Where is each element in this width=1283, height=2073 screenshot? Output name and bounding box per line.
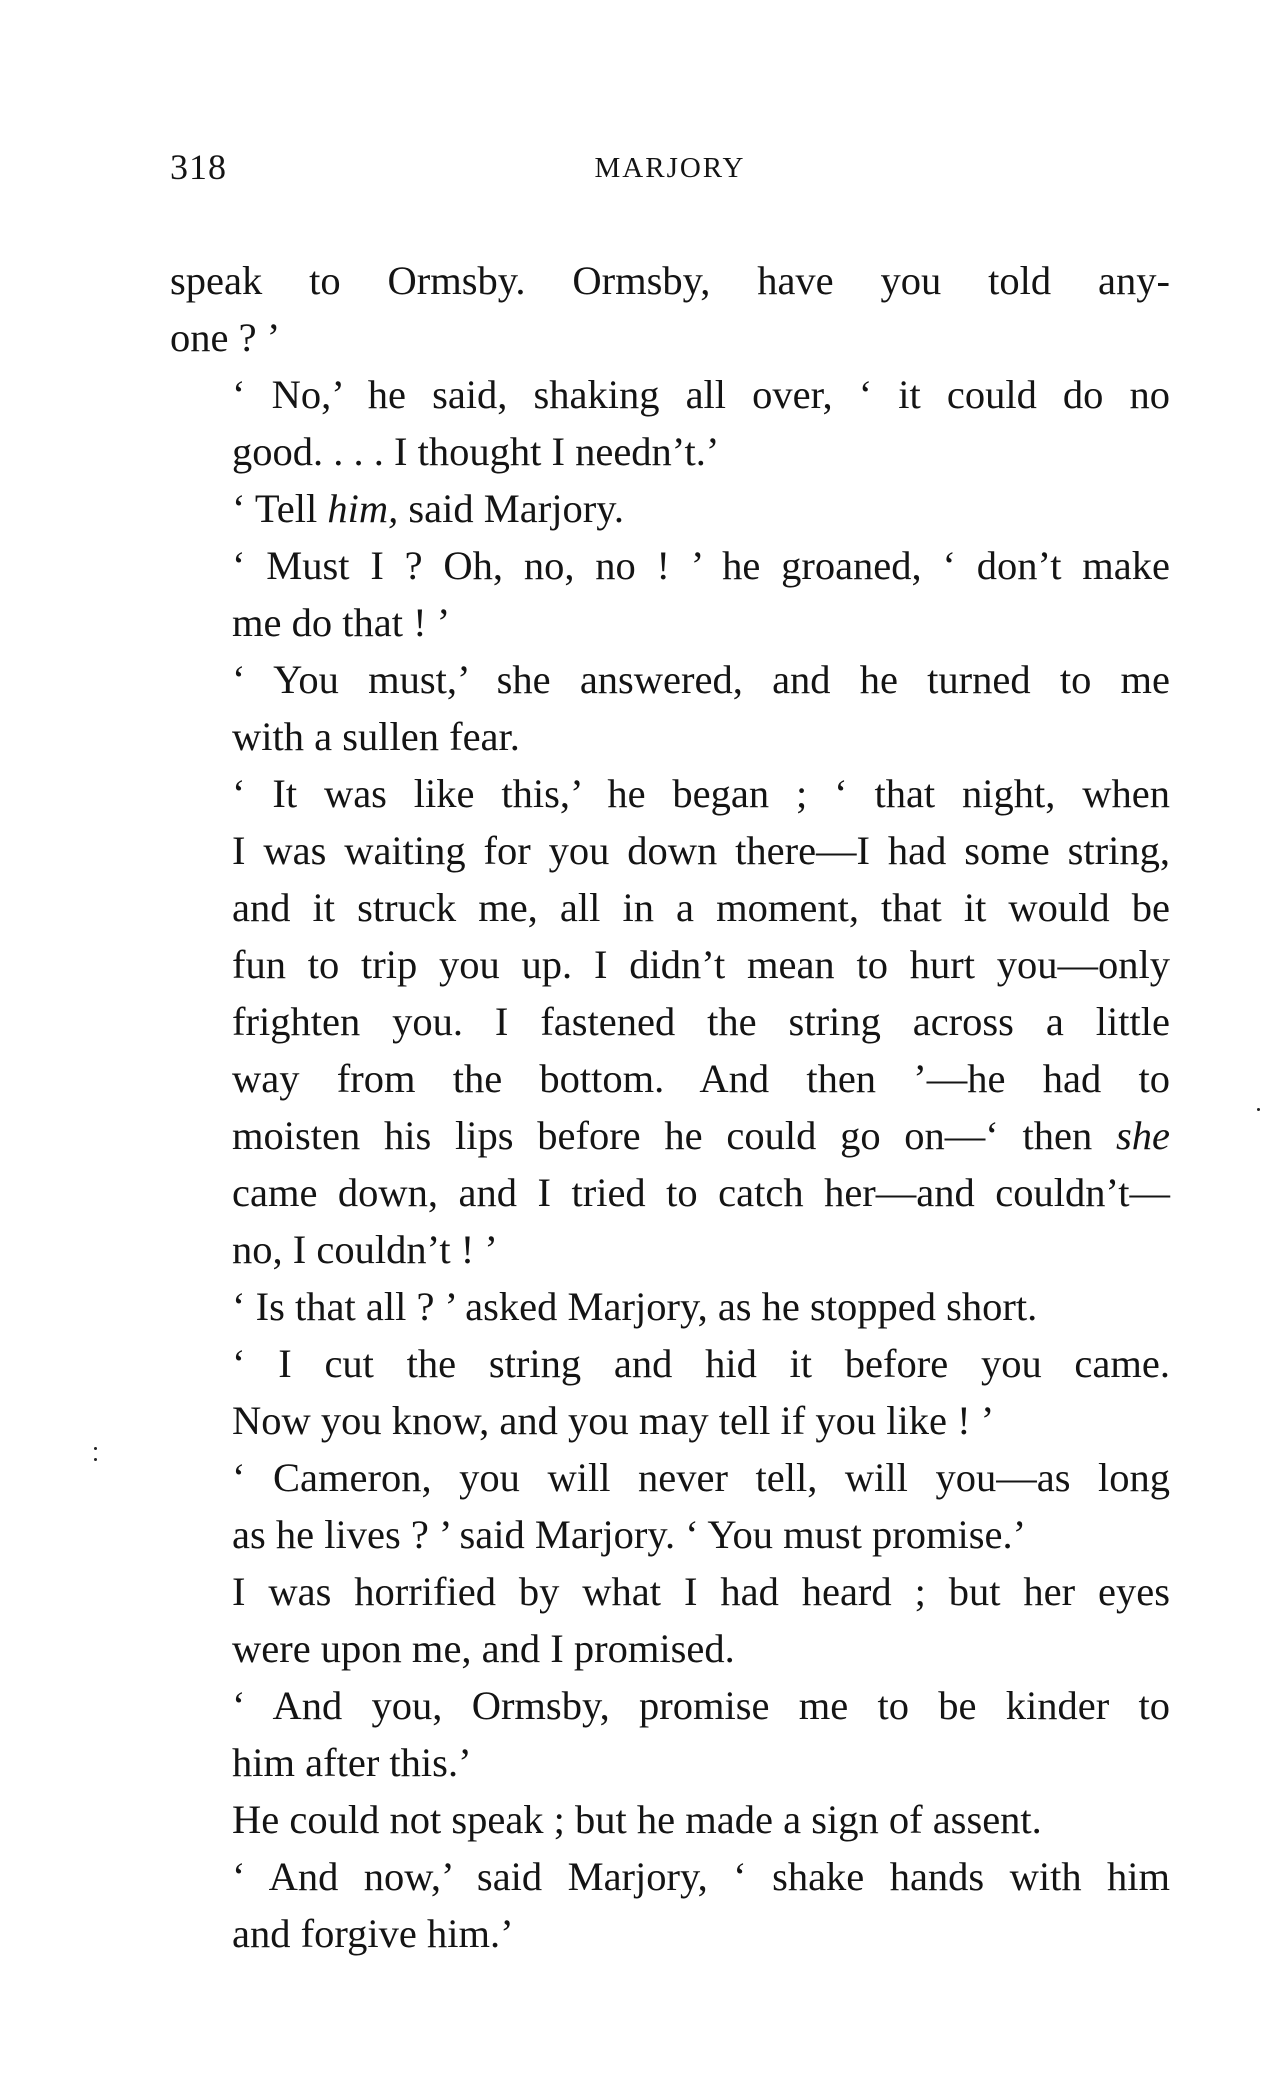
paragraph bbox=[170, 252, 1170, 366]
paragraph bbox=[170, 1335, 1170, 1449]
text-line: ‘ And you, Ormsby, promise me to be kinder to bbox=[232, 1683, 1170, 1728]
text-line: were upon me, and I promised. bbox=[232, 1626, 735, 1671]
running-title: MARJORY bbox=[594, 152, 746, 184]
book-page bbox=[170, 140, 1170, 1962]
text-line: and forgive him.’ bbox=[232, 1911, 514, 1956]
text-line: ‘ And now,’ said Marjory, ‘ shake hands with him bbox=[232, 1854, 1170, 1899]
paragraph bbox=[170, 366, 1170, 480]
text-line: as he lives ? ’ said Marjory. ‘ You must promise.’ bbox=[232, 1512, 1027, 1557]
text-line: I was horrified by what I had heard ; but her eyes bbox=[232, 1569, 1170, 1614]
text-line: speak to Ormsby. Ormsby, have you told any- bbox=[170, 258, 1170, 303]
paragraph bbox=[170, 651, 1170, 765]
running-head bbox=[170, 140, 1170, 200]
text-line: ‘ You must,’ she answered, and he turned to me bbox=[232, 657, 1170, 702]
text-line: him after this.’ bbox=[232, 1740, 472, 1785]
text-line: fun to trip you up. I didn’t mean to hurt you—only bbox=[232, 942, 1170, 987]
paragraph bbox=[170, 1791, 1170, 1848]
text-line: frighten you. I fastened the string across a little bbox=[232, 999, 1170, 1044]
text-line: ‘ I cut the string and hid it before you came. bbox=[232, 1341, 1170, 1386]
text-line: Now you know, and you may tell if you like ! ’ bbox=[232, 1398, 995, 1443]
text-line: ‘ Must I ? Oh, no, no ! ’ he groaned, ‘ don’t make bbox=[232, 543, 1170, 588]
paragraph bbox=[170, 1449, 1170, 1563]
text-line: ‘ Is that all ? ’ asked Marjory, as he stopped short. bbox=[232, 1284, 1038, 1329]
text-line: came down, and I tried to catch her—and couldn’t— bbox=[232, 1170, 1170, 1215]
text-line: ‘ Cameron, you will never tell, will you—as long bbox=[232, 1455, 1170, 1500]
text-line: me do that ! ’ bbox=[232, 600, 451, 645]
italic-emphasis: him, bbox=[327, 486, 399, 531]
paragraph bbox=[170, 1278, 1170, 1335]
text-line: with a sullen fear. bbox=[232, 714, 520, 759]
print-speck bbox=[94, 1447, 97, 1450]
text-line: I was waiting for you down there—I had some string, bbox=[232, 828, 1170, 873]
paragraph bbox=[170, 765, 1170, 1278]
paragraph bbox=[170, 480, 1170, 537]
page-number: 318 bbox=[170, 147, 227, 187]
text-line: He could not speak ; but he made a sign of assent. bbox=[232, 1797, 1042, 1842]
text-line: ‘ Tell him, said Marjory. bbox=[232, 486, 624, 531]
body-text bbox=[170, 252, 1170, 1962]
text-line: no, I couldn’t ! ’ bbox=[232, 1227, 498, 1272]
paragraph bbox=[170, 1563, 1170, 1677]
text-line: and it struck me, all in a moment, that it would be bbox=[232, 885, 1170, 930]
paragraph bbox=[170, 1677, 1170, 1791]
text-line: good. . . . I thought I needn’t.’ bbox=[232, 429, 720, 474]
italic-emphasis: she bbox=[1116, 1113, 1170, 1158]
text-line: way from the bottom. And then ’—he had to bbox=[232, 1056, 1170, 1101]
print-speck bbox=[94, 1458, 97, 1461]
text-line: one ? ’ bbox=[170, 315, 281, 360]
text-line: ‘ It was like this,’ he began ; ‘ that night, when bbox=[232, 771, 1170, 816]
print-speck bbox=[1257, 1108, 1260, 1111]
text-line: ‘ No,’ he said, shaking all over, ‘ it could do no bbox=[232, 372, 1170, 417]
paragraph bbox=[170, 537, 1170, 651]
paragraph bbox=[170, 1848, 1170, 1962]
text-line: moisten his lips before he could go on—‘ then she bbox=[232, 1113, 1170, 1158]
